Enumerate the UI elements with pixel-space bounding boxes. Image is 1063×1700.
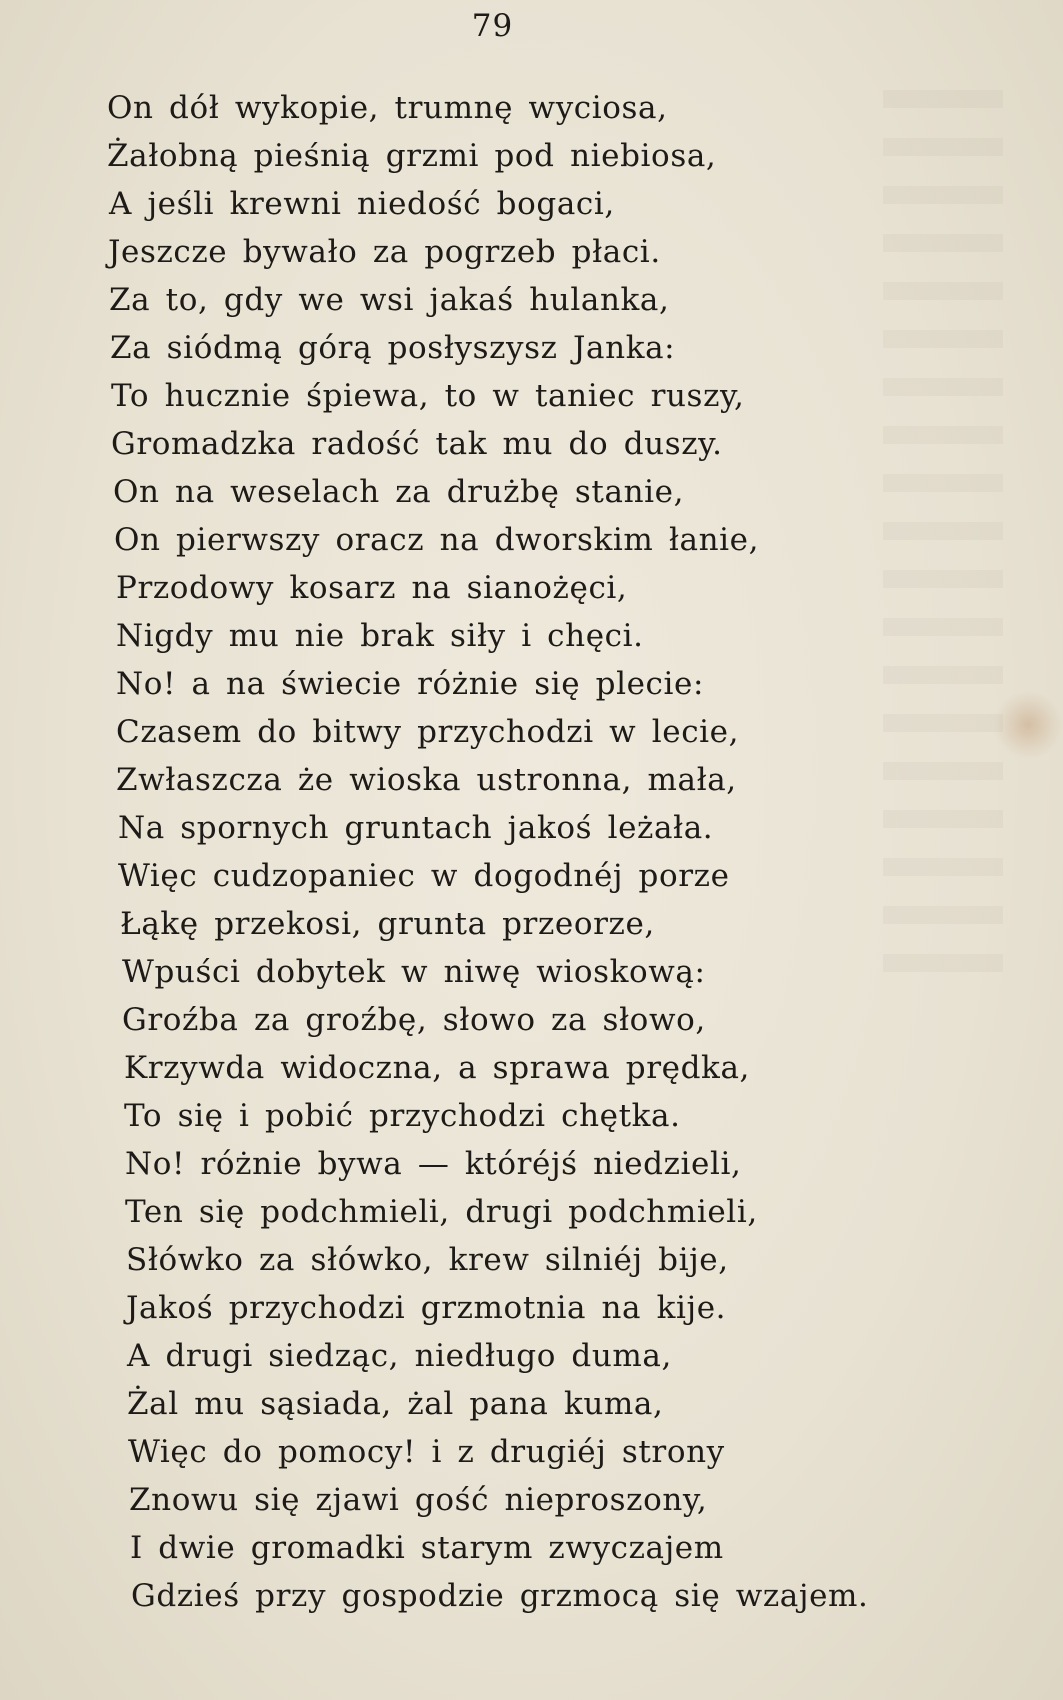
verse-line: Groźba za groźbę, słowo za słowo, bbox=[122, 1002, 706, 1038]
verse-line: On na weselach za drużbę stanie, bbox=[113, 474, 685, 510]
verse-line: On dół wykopie, trumnę wyciosa, bbox=[107, 90, 668, 126]
verse-line: Przodowy kosarz na sianożęci, bbox=[116, 570, 628, 606]
verse-line: Żal mu sąsiada, żal pana kuma, bbox=[127, 1386, 664, 1422]
verse-line: Czasem do bitwy przychodzi w lecie, bbox=[116, 714, 740, 750]
verse-line: Więc cudzopaniec w dogodnéj porze bbox=[118, 858, 730, 894]
show-through-text bbox=[883, 90, 1003, 990]
poem-verse bbox=[0, 84, 868, 1620]
verse-line: Łąkę przekosi, grunta przeorze, bbox=[120, 906, 655, 942]
verse-line: Słówko za słówko, krew silniéj bije, bbox=[126, 1242, 729, 1278]
verse-line: I dwie gromadki starym zwyczajem bbox=[130, 1530, 724, 1566]
verse-line: Nigdy mu nie brak siły i chęci. bbox=[116, 618, 644, 654]
verse-line: Zwłaszcza że wioska ustronna, mała, bbox=[116, 762, 737, 798]
verse-line: Znowu się zjawi gość nieproszony, bbox=[129, 1482, 708, 1518]
verse-line: Za to, gdy we wsi jakaś hulanka, bbox=[109, 282, 670, 318]
verse-line: To hucznie śpiewa, to w taniec ruszy, bbox=[111, 378, 745, 414]
verse-line: On pierwszy oracz na dworskim łanie, bbox=[114, 522, 760, 558]
verse-line: To się i pobić przychodzi chętka. bbox=[124, 1098, 681, 1134]
verse-line: Jeszcze bywało za pogrzeb płaci. bbox=[108, 234, 661, 270]
verse-line: Krzywda widoczna, a sprawa prędka, bbox=[124, 1050, 750, 1086]
verse-line: Wpuści dobytek w niwę wioskową: bbox=[122, 954, 706, 990]
verse-line: A drugi siedząc, niedługo duma, bbox=[127, 1338, 672, 1374]
verse-line: Na spornych gruntach jakoś leżała. bbox=[118, 810, 714, 846]
verse-line: Gromadzka radość tak mu do duszy. bbox=[111, 426, 723, 462]
verse-line: Jakoś przychodzi grzmotnia na kije. bbox=[126, 1290, 727, 1326]
verse-line: No! różnie bywa — któréjś niedzieli, bbox=[125, 1146, 742, 1182]
verse-line: Za siódmą górą posłyszysz Janka: bbox=[110, 330, 676, 366]
verse-line: Gdzieś przy gospodzie grzmocą się wzajem. bbox=[131, 1578, 869, 1614]
verse-line: No! a na świecie różnie się plecie: bbox=[116, 666, 705, 702]
verse-line: Żałobną pieśnią grzmi pod niebiosa, bbox=[107, 138, 717, 174]
paper-stain bbox=[993, 690, 1063, 760]
verse-line: A jeśli krewni niedość bogaci, bbox=[109, 186, 615, 222]
verse-line: Więc do pomocy! i z drugiéj strony bbox=[128, 1434, 725, 1470]
page-number: 79 bbox=[471, 8, 514, 44]
verse-line: Ten się podchmieli, drugi podchmieli, bbox=[125, 1194, 758, 1230]
